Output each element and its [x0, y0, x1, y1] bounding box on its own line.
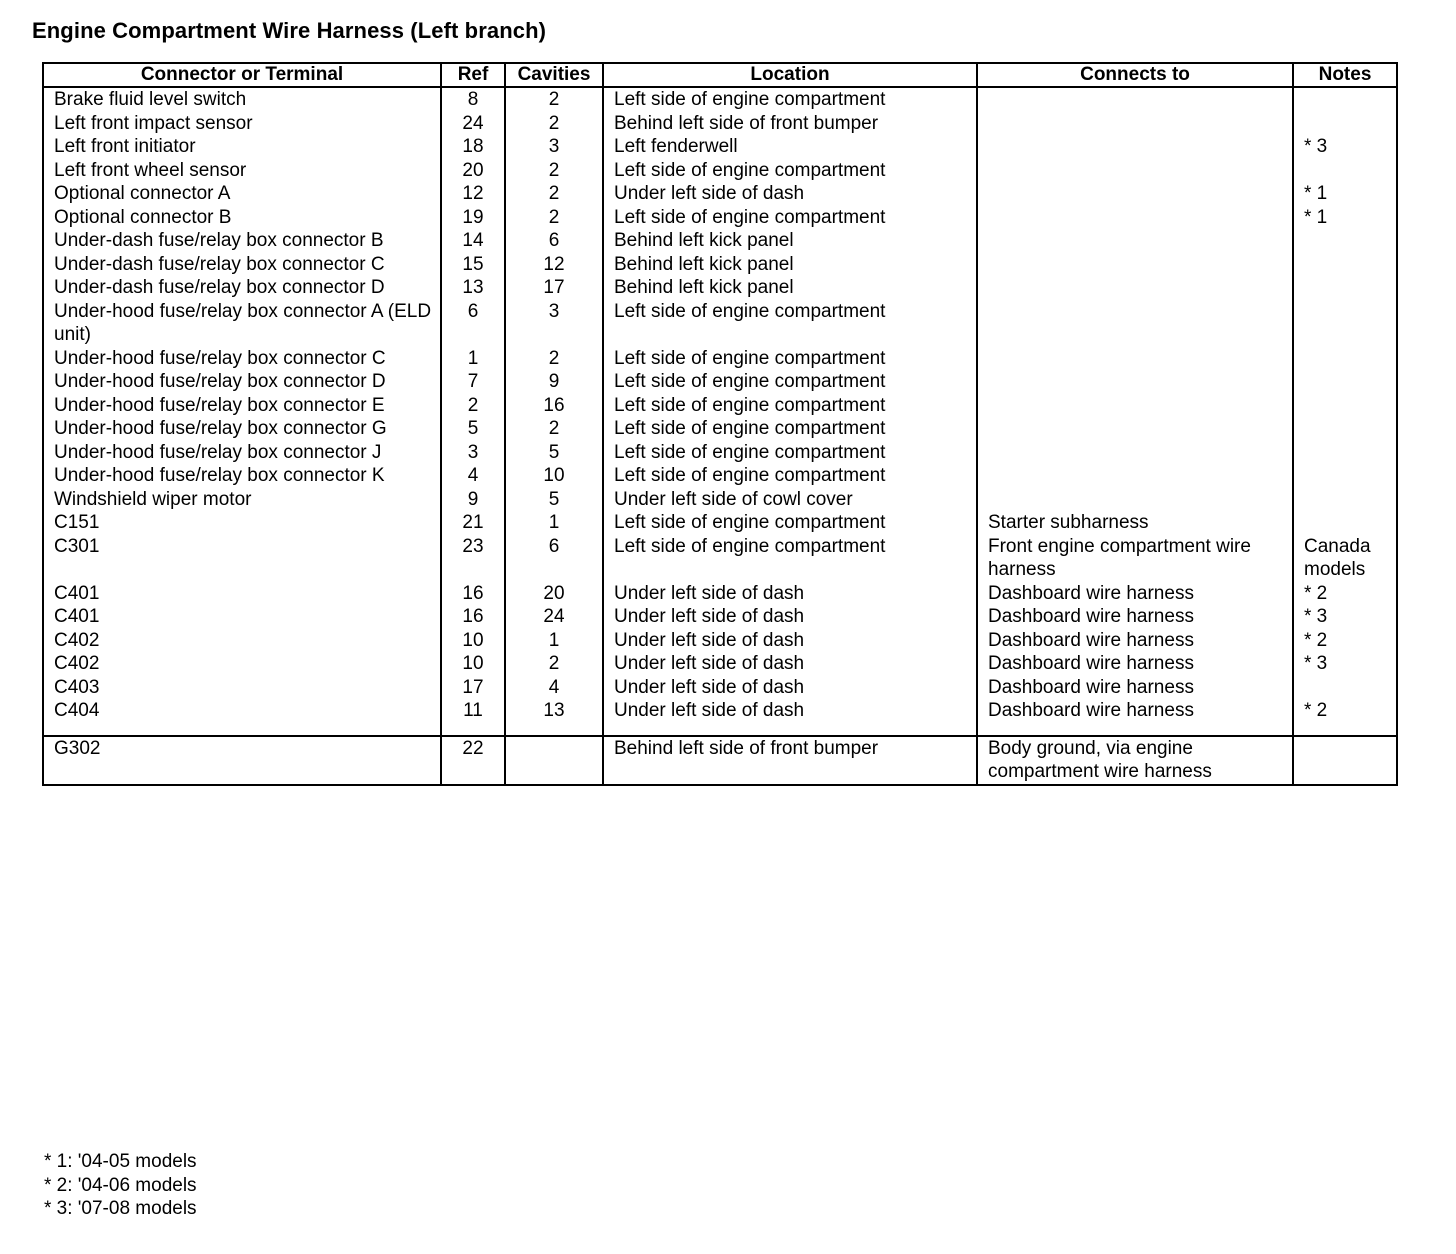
- cell-ref: 8: [441, 87, 505, 112]
- spacer-cell: [43, 723, 441, 736]
- cell-notes: * 2: [1293, 629, 1397, 653]
- cell-connects-to: [977, 182, 1293, 206]
- footnote-2: * 2: '04-06 models: [44, 1174, 197, 1196]
- cell-ref: 9: [441, 488, 505, 512]
- cell-ref: 19: [441, 206, 505, 230]
- cell-notes: [1293, 394, 1397, 418]
- cell-connects-to: Starter subharness: [977, 511, 1293, 535]
- cell-connects-to: [977, 135, 1293, 159]
- cell-notes: [1293, 676, 1397, 700]
- cell-notes: Canada models: [1293, 535, 1397, 582]
- cell-location: Under left side of dash: [603, 699, 977, 723]
- cell-connects-to: Dashboard wire harness: [977, 652, 1293, 676]
- cell-ref: 16: [441, 605, 505, 629]
- table-row: [43, 87, 1397, 112]
- cell-connector: C151: [43, 511, 441, 535]
- cell-ref: 10: [441, 629, 505, 653]
- cell-connects-to: [977, 488, 1293, 512]
- cell-notes: [1293, 159, 1397, 183]
- cell-connector: Under-hood fuse/relay box connector C: [43, 347, 441, 371]
- cell-connector: Left front impact sensor: [43, 112, 441, 136]
- cell-connects-to: [977, 276, 1293, 300]
- cell-connects-to: [977, 229, 1293, 253]
- footnote-3: * 3: '07-08 models: [44, 1198, 197, 1219]
- table-row: [43, 112, 1397, 136]
- table-row: [43, 347, 1397, 371]
- cell-ref: 6: [441, 300, 505, 347]
- cell-location: Under left side of dash: [603, 676, 977, 700]
- cell-ref: 2: [441, 394, 505, 418]
- cell-location: Left side of engine compartment: [603, 206, 977, 230]
- cell-notes: * 3: [1293, 652, 1397, 676]
- cell-ref: 22: [441, 736, 505, 785]
- cell-cavities: 12: [505, 253, 603, 277]
- cell-connector: C401: [43, 582, 441, 606]
- cell-connector: Under-dash fuse/relay box connector B: [43, 229, 441, 253]
- table-row: [43, 300, 1397, 347]
- header-notes: Notes: [1293, 63, 1397, 87]
- cell-connects-to: [977, 464, 1293, 488]
- table-row: [43, 182, 1397, 206]
- cell-connects-to: Front engine compartment wire harness: [977, 535, 1293, 582]
- cell-connector: Left front wheel sensor: [43, 159, 441, 183]
- cell-ref: 12: [441, 182, 505, 206]
- cell-ref: 16: [441, 582, 505, 606]
- cell-connector: Optional connector A: [43, 182, 441, 206]
- cell-connects-to: [977, 441, 1293, 465]
- cell-location: Behind left side of front bumper: [603, 736, 977, 785]
- table-row: [43, 253, 1397, 277]
- cell-cavities: 3: [505, 135, 603, 159]
- cell-notes: [1293, 488, 1397, 512]
- cell-notes: [1293, 736, 1397, 785]
- cell-connector: C404: [43, 699, 441, 723]
- cell-ref: 17: [441, 676, 505, 700]
- cell-notes: [1293, 370, 1397, 394]
- table-row: [43, 276, 1397, 300]
- cell-connects-to: [977, 300, 1293, 347]
- table-row: [43, 370, 1397, 394]
- cell-notes: [1293, 112, 1397, 136]
- cell-connector: Under-hood fuse/relay box connector J: [43, 441, 441, 465]
- spacer-cell: [1293, 723, 1397, 736]
- cell-location: Left fenderwell: [603, 135, 977, 159]
- cell-notes: [1293, 300, 1397, 347]
- table-row: [43, 676, 1397, 700]
- cell-location: Under left side of dash: [603, 605, 977, 629]
- cell-location: Left side of engine compartment: [603, 370, 977, 394]
- cell-cavities: 1: [505, 629, 603, 653]
- cell-ref: 23: [441, 535, 505, 582]
- table-spacer-row: [43, 723, 1397, 736]
- table-row: [43, 417, 1397, 441]
- cell-notes: * 3: [1293, 135, 1397, 159]
- cell-connector: C402: [43, 652, 441, 676]
- cell-location: Behind left kick panel: [603, 229, 977, 253]
- cell-connects-to: [977, 370, 1293, 394]
- cell-location: Left side of engine compartment: [603, 417, 977, 441]
- cell-location: Left side of engine compartment: [603, 441, 977, 465]
- cell-cavities: 13: [505, 699, 603, 723]
- cell-ref: 14: [441, 229, 505, 253]
- cell-notes: [1293, 276, 1397, 300]
- cell-connects-to: [977, 394, 1293, 418]
- cell-location: Left side of engine compartment: [603, 511, 977, 535]
- table-row: [43, 488, 1397, 512]
- cell-location: Under left side of cowl cover: [603, 488, 977, 512]
- spacer-cell: [603, 723, 977, 736]
- cell-cavities: 2: [505, 347, 603, 371]
- cell-cavities: 2: [505, 206, 603, 230]
- cell-location: Left side of engine compartment: [603, 347, 977, 371]
- cell-connects-to: [977, 112, 1293, 136]
- wire-harness-table: [42, 62, 1398, 786]
- cell-connector: Under-hood fuse/relay box connector K: [43, 464, 441, 488]
- cell-connects-to: [977, 253, 1293, 277]
- table-row: [43, 159, 1397, 183]
- cell-connects-to: [977, 159, 1293, 183]
- table-body: [43, 87, 1397, 785]
- footnote-1: * 1: '04-05 models: [44, 1151, 197, 1172]
- cell-ref: 4: [441, 464, 505, 488]
- cell-location: Under left side of dash: [603, 652, 977, 676]
- cell-ref: 20: [441, 159, 505, 183]
- cell-ref: 3: [441, 441, 505, 465]
- cell-cavities: 6: [505, 535, 603, 582]
- header-location: Location: [603, 63, 977, 87]
- cell-notes: * 2: [1293, 582, 1397, 606]
- cell-location: Left side of engine compartment: [603, 535, 977, 582]
- cell-connector: Under-hood fuse/relay box connector A (ELD unit): [43, 300, 441, 347]
- cell-location: Left side of engine compartment: [603, 87, 977, 112]
- table-row: [43, 206, 1397, 230]
- table-row: [43, 441, 1397, 465]
- table-row: [43, 464, 1397, 488]
- table-row: [43, 605, 1397, 629]
- cell-cavities: 16: [505, 394, 603, 418]
- table-row: [43, 736, 1397, 785]
- cell-connects-to: Dashboard wire harness: [977, 699, 1293, 723]
- cell-notes: [1293, 87, 1397, 112]
- cell-cavities: 2: [505, 652, 603, 676]
- cell-cavities: 20: [505, 582, 603, 606]
- cell-connector: Brake fluid level switch: [43, 87, 441, 112]
- cell-cavities: [505, 736, 603, 785]
- cell-connector: Under-hood fuse/relay box connector E: [43, 394, 441, 418]
- cell-notes: [1293, 229, 1397, 253]
- header-cavities: Cavities: [505, 63, 603, 87]
- cell-connector: Under-hood fuse/relay box connector D: [43, 370, 441, 394]
- cell-cavities: 4: [505, 676, 603, 700]
- cell-connector: Under-dash fuse/relay box connector D: [43, 276, 441, 300]
- cell-location: Under left side of dash: [603, 582, 977, 606]
- table-row: [43, 535, 1397, 582]
- header-connector: Connector or Terminal: [43, 63, 441, 87]
- cell-ref: 15: [441, 253, 505, 277]
- document-title: Engine Compartment Wire Harness (Left branch): [32, 18, 547, 43]
- cell-location: Behind left side of front bumper: [603, 112, 977, 136]
- cell-connector: Under-hood fuse/relay box connector G: [43, 417, 441, 441]
- spacer-cell: [505, 723, 603, 736]
- cell-ref: 7: [441, 370, 505, 394]
- header-connects-to: Connects to: [977, 63, 1293, 87]
- table-row: [43, 511, 1397, 535]
- cell-connector: C402: [43, 629, 441, 653]
- cell-cavities: 17: [505, 276, 603, 300]
- cell-notes: * 1: [1293, 206, 1397, 230]
- cell-cavities: 3: [505, 300, 603, 347]
- cell-connects-to: [977, 87, 1293, 112]
- cell-cavities: 2: [505, 417, 603, 441]
- cell-connector: G302: [43, 736, 441, 785]
- cell-cavities: 24: [505, 605, 603, 629]
- cell-notes: * 3: [1293, 605, 1397, 629]
- cell-location: Under left side of dash: [603, 182, 977, 206]
- cell-connects-to: [977, 347, 1293, 371]
- cell-location: Behind left kick panel: [603, 253, 977, 277]
- cell-ref: 18: [441, 135, 505, 159]
- cell-connector: Optional connector B: [43, 206, 441, 230]
- table-row: [43, 394, 1397, 418]
- cell-ref: 10: [441, 652, 505, 676]
- cell-location: Under left side of dash: [603, 629, 977, 653]
- cell-cavities: 2: [505, 159, 603, 183]
- cell-cavities: 10: [505, 464, 603, 488]
- cell-connects-to: Body ground, via engine compartment wire harness: [977, 736, 1293, 785]
- table-row: [43, 652, 1397, 676]
- table-row: [43, 629, 1397, 653]
- header-ref: Ref: [441, 63, 505, 87]
- cell-notes: [1293, 417, 1397, 441]
- cell-notes: * 1: [1293, 182, 1397, 206]
- cell-notes: [1293, 511, 1397, 535]
- cell-connector: Under-dash fuse/relay box connector C: [43, 253, 441, 277]
- cell-connector: C401: [43, 605, 441, 629]
- cell-notes: [1293, 253, 1397, 277]
- cell-notes: [1293, 347, 1397, 371]
- table-row: [43, 699, 1397, 723]
- cell-cavities: 1: [505, 511, 603, 535]
- cell-location: Left side of engine compartment: [603, 464, 977, 488]
- table-row: [43, 135, 1397, 159]
- cell-connects-to: Dashboard wire harness: [977, 582, 1293, 606]
- cell-cavities: 2: [505, 112, 603, 136]
- cell-ref: 24: [441, 112, 505, 136]
- cell-notes: [1293, 464, 1397, 488]
- table-header-row: [43, 63, 1397, 87]
- cell-ref: 13: [441, 276, 505, 300]
- spacer-cell: [977, 723, 1293, 736]
- cell-notes: * 2: [1293, 699, 1397, 723]
- cell-cavities: 5: [505, 441, 603, 465]
- cell-location: Left side of engine compartment: [603, 394, 977, 418]
- cell-connector: C301: [43, 535, 441, 582]
- cell-connector: Left front initiator: [43, 135, 441, 159]
- cell-connector: Windshield wiper motor: [43, 488, 441, 512]
- cell-cavities: 2: [505, 87, 603, 112]
- cell-connects-to: Dashboard wire harness: [977, 629, 1293, 653]
- cell-connects-to: [977, 206, 1293, 230]
- cell-connects-to: Dashboard wire harness: [977, 605, 1293, 629]
- cell-cavities: 2: [505, 182, 603, 206]
- spacer-cell: [441, 723, 505, 736]
- cell-ref: 21: [441, 511, 505, 535]
- cell-ref: 1: [441, 347, 505, 371]
- cell-location: Left side of engine compartment: [603, 300, 977, 347]
- cell-ref: 11: [441, 699, 505, 723]
- cell-location: Behind left kick panel: [603, 276, 977, 300]
- cell-connects-to: Dashboard wire harness: [977, 676, 1293, 700]
- footnotes: [44, 1150, 197, 1221]
- table-row: [43, 582, 1397, 606]
- cell-connects-to: [977, 417, 1293, 441]
- cell-connector: C403: [43, 676, 441, 700]
- cell-cavities: 9: [505, 370, 603, 394]
- cell-location: Left side of engine compartment: [603, 159, 977, 183]
- cell-notes: [1293, 441, 1397, 465]
- table-row: [43, 229, 1397, 253]
- cell-ref: 5: [441, 417, 505, 441]
- cell-cavities: 5: [505, 488, 603, 512]
- cell-cavities: 6: [505, 229, 603, 253]
